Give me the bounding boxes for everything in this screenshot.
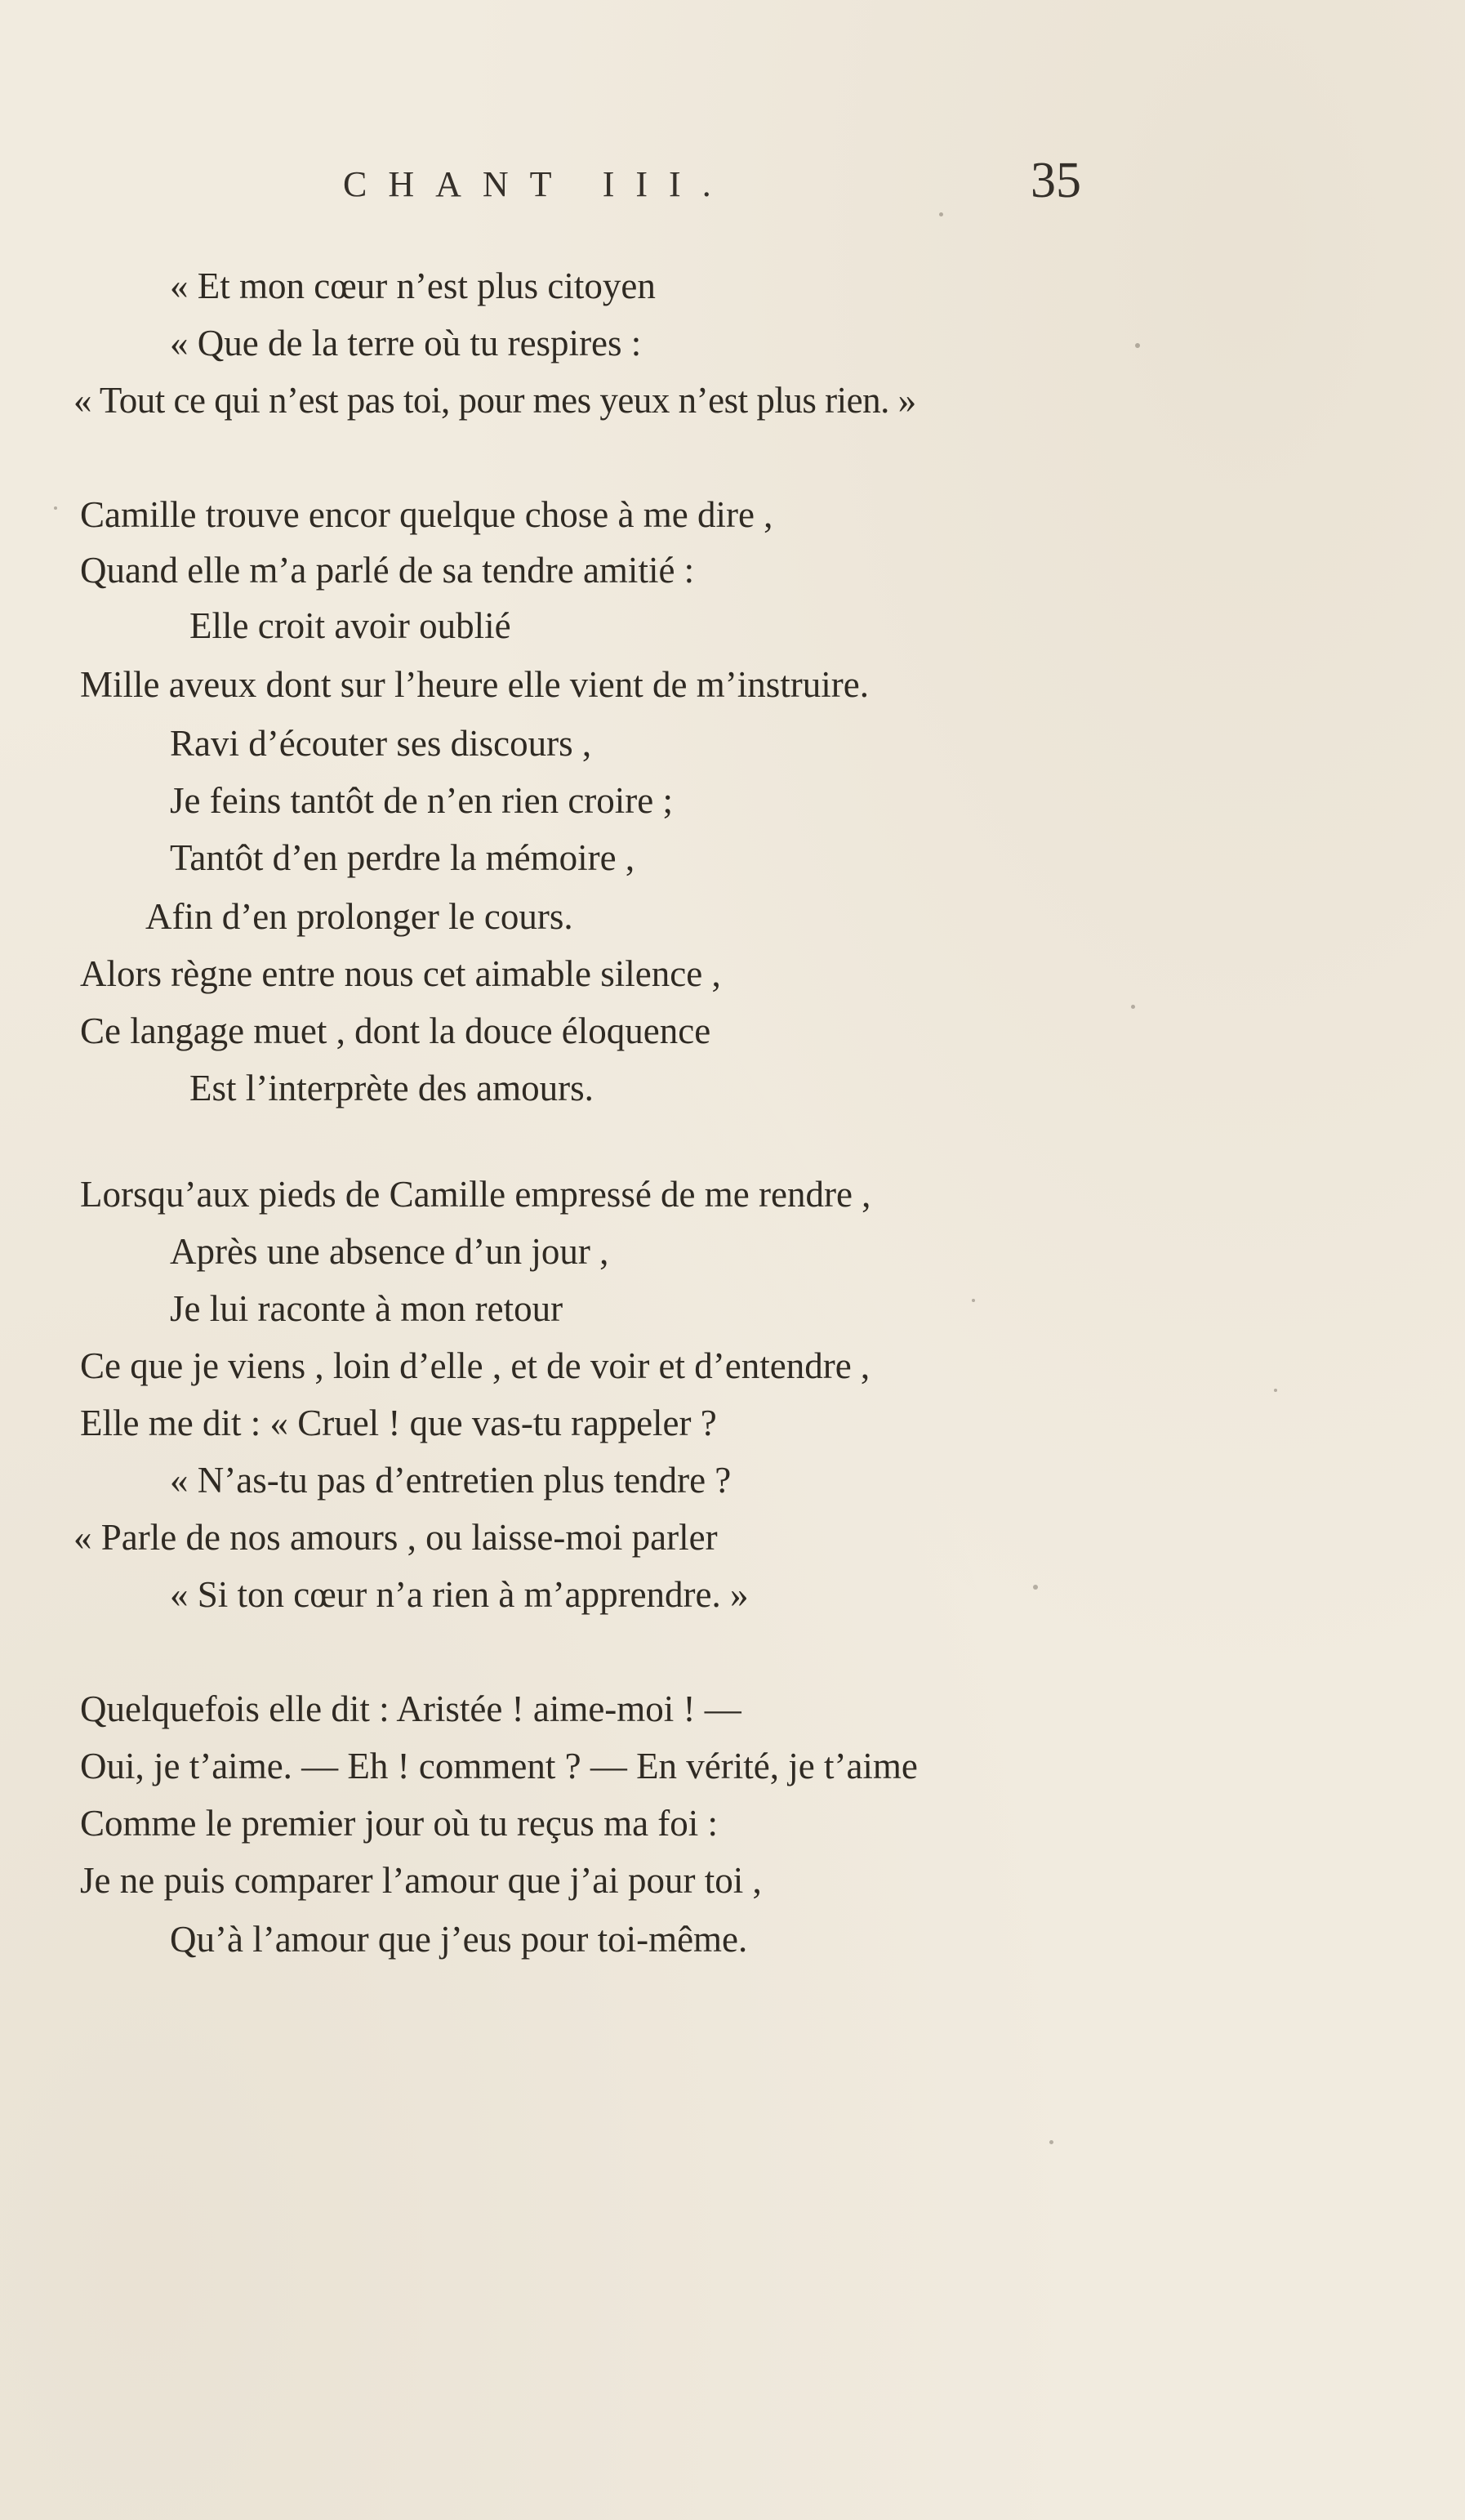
paper-speck (1131, 1005, 1135, 1009)
paper-speck (939, 212, 943, 216)
verse-line: Quand elle m’a parlé de sa tendre amitié : (80, 550, 695, 591)
verse-line: Oui, je t’aime. — Eh ! comment ? — En vérité, je t’aime (80, 1746, 918, 1786)
paper-speck (972, 1299, 975, 1302)
verse-line: Lorsqu’aux pieds de Camille empressé de me rendre , (80, 1174, 871, 1215)
verse-line: Ce langage muet , dont la douce éloquence (80, 1010, 711, 1051)
verse-line: « Si ton cœur n’a rien à m’apprendre. » (170, 1574, 749, 1615)
verse-line: Alors règne entre nous cet aimable silence , (80, 953, 721, 994)
verse-line: Est l’interprète des amours. (189, 1068, 594, 1108)
verse-line: Qu’à l’amour que j’eus pour toi-même. (170, 1919, 748, 1960)
verse-line: Je lui raconte à mon retour (170, 1288, 563, 1329)
paper-speck (1033, 1585, 1038, 1590)
verse-line: « Que de la terre où tu respires : (170, 323, 642, 364)
running-title: CHANT III. (343, 164, 732, 204)
verse-line: Camille trouve encor quelque chose à me dire , (80, 494, 773, 535)
paper-speck (1135, 343, 1140, 348)
verse-line: Ce que je viens , loin d’elle , et de voir et d’entendre , (80, 1345, 871, 1386)
verse-line: « Parle de nos amours , ou laisse-moi parler (73, 1517, 718, 1558)
verse-line: Ravi d’écouter ses discours , (170, 723, 592, 764)
paper-speck (1274, 1389, 1277, 1392)
verse-line: Comme le premier jour où tu reçus ma foi : (80, 1803, 719, 1844)
verse-line: « N’as-tu pas d’entretien plus tendre ? (170, 1460, 732, 1501)
verse-line: Après une absence d’un jour , (170, 1231, 609, 1272)
verse-line: Mille aveux dont sur l’heure elle vient de m’instruire. (80, 664, 869, 705)
verse-line: « Et mon cœur n’est plus citoyen (170, 265, 656, 306)
verse-line: Quelquefois elle dit : Aristée ! aime-moi ! — (80, 1688, 741, 1729)
verse-line: Elle me dit : « Cruel ! que vas-tu rappeler ? (80, 1403, 717, 1443)
verse-line: Afin d’en prolonger le cours. (145, 896, 573, 937)
verse-line: Tantôt d’en perdre la mémoire , (170, 837, 635, 878)
verse-line: « Tout ce qui n’est pas toi, pour mes yeux n’est plus rien. » (73, 380, 916, 421)
paper-speck (54, 506, 57, 510)
verse-line: Elle croit avoir oublié (189, 605, 511, 646)
paper-speck (1049, 2140, 1053, 2144)
verse-line: Je ne puis comparer l’amour que j’ai pour toi , (80, 1860, 762, 1901)
verse-line: Je feins tantôt de n’en rien croire ; (170, 780, 674, 821)
page-number: 35 (1031, 153, 1081, 208)
